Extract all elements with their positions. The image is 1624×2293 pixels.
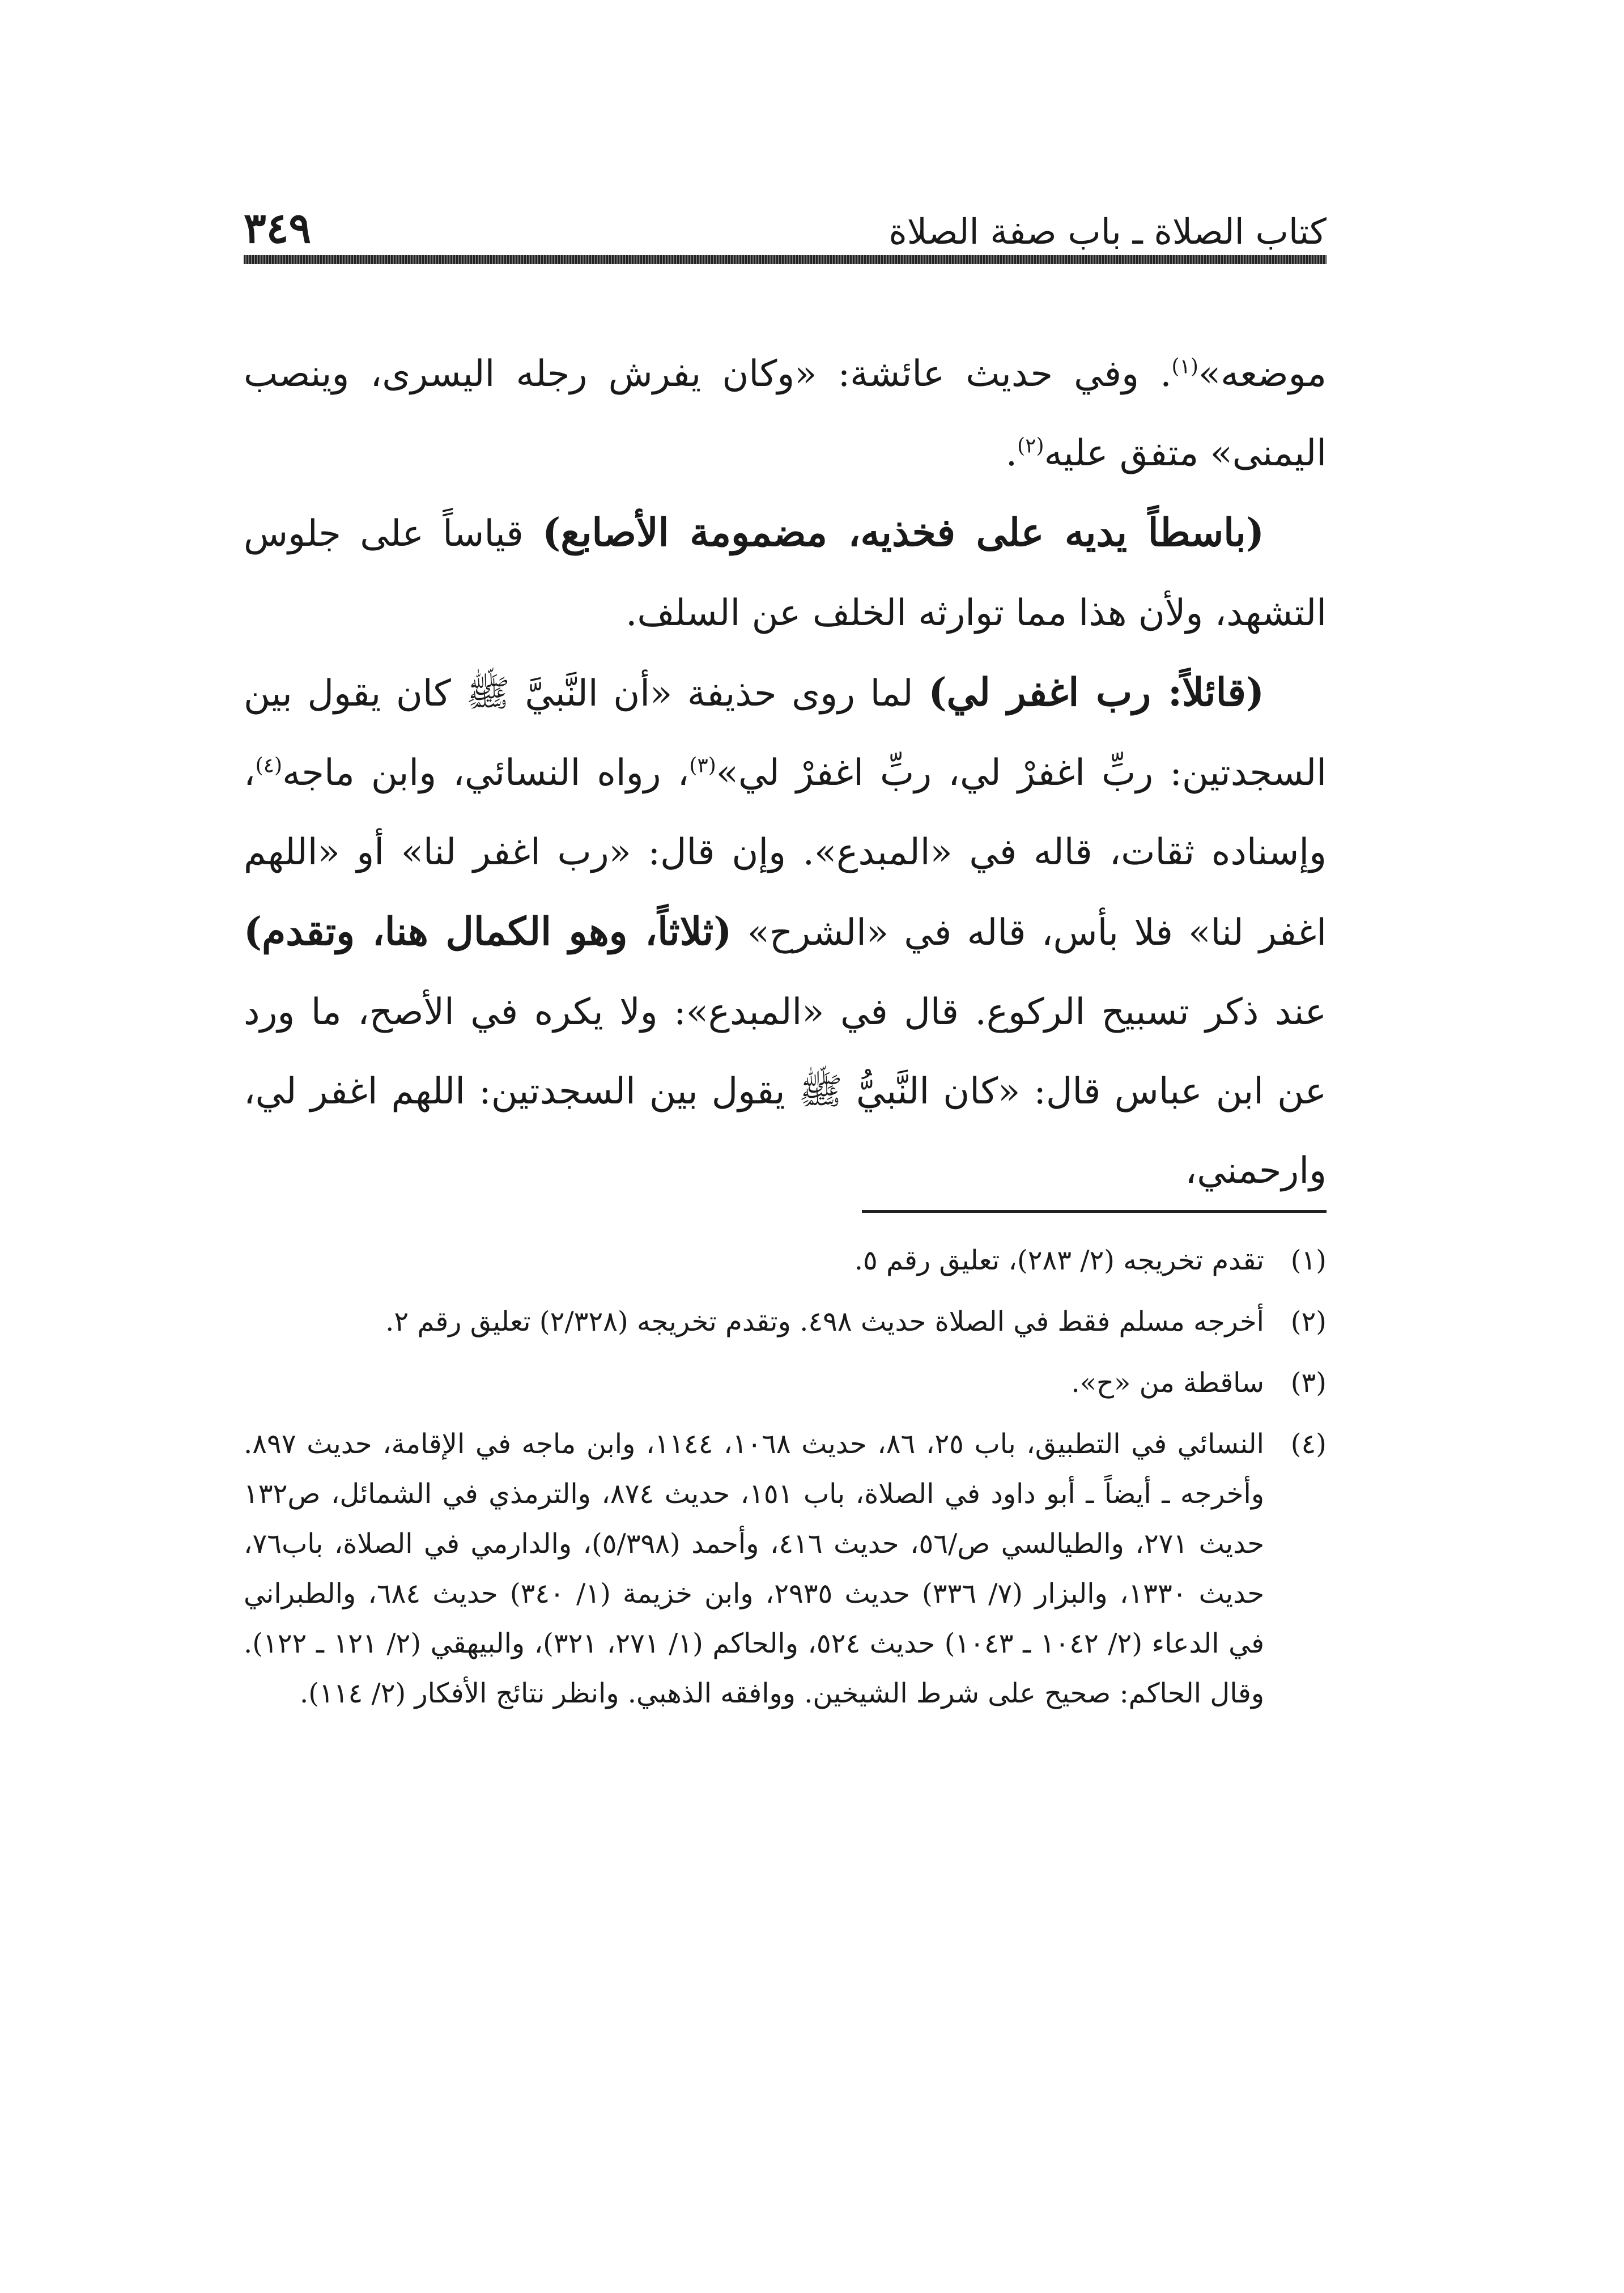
footnote-separator bbox=[862, 1210, 1327, 1213]
footnote-ref: (٤) bbox=[255, 754, 283, 778]
matn-bold: (قائلاً: رب اغفر لي) bbox=[928, 670, 1264, 715]
footnote-number: (٣) bbox=[1290, 1367, 1327, 1399]
footnote-number: (٢) bbox=[1290, 1306, 1327, 1337]
footnote-ref: (١) bbox=[1171, 355, 1198, 379]
footnote-text: النسائي في التطبيق، باب ٢٥، ٨٦، حديث ١٠٦٨، ١١٤٤، وابن ماجه في الإقامة، حديث ٨٩٧. وأخرجه ـ أيضاً ـ أبو داود في الصلاة، باب ١٥١، حديث ٨٧٤، والترمذي في الشمائل، ص١٣٢ حديث ٢٧١، والطيالسي ص/٥٦، حديث ٤١٦، وأحمد (٥/٣٩٨)، والدارمي في الصلاة، باب٧٦، حديث ١٣٣٠، والبزار (٧/ ٣٣٦) حديث ٢٩٣٥، وابن خزيمة (١/ ٣٤٠) حديث ٦٨٤، والطبراني في الدعاء (٢/ ١٠٤٢ ـ ١٠٤٣) حديث ٥٢٤، والحاكم (١/ ٢٧١، ٣٢١)، والبيهقي (٢/ ١٢١ ـ ١٢٢). وقال الحاكم: صحيح على شرط الشيخين. ووافقه الذهبي. وانظر نتائج الأفكار (٢/ ١١٤). bbox=[244, 1428, 1265, 1709]
main-text bbox=[244, 334, 1327, 1211]
text-run: . وفي حديث عائشة: «وكان يفرش رجله اليسرى، وينصب اليمنى» متفق عليه bbox=[244, 353, 1327, 474]
text-run: عند ذكر تسبيح الركوع. قال في «المبدع»: ولا يكره في الأصح، ما ورد عن ابن عباس قال: «كان النَّبيُّ ﷺ يقول بين السجدتين: اللهم اغفر لي، وارحمني، bbox=[244, 991, 1327, 1192]
header-rule bbox=[244, 255, 1327, 264]
paragraph-2 bbox=[244, 493, 1327, 653]
text-run: . bbox=[1005, 432, 1018, 474]
footnote bbox=[244, 1297, 1327, 1347]
footnote-text: تقدم تخريجه (٢/ ٢٨٣)، تعليق رقم ٥. bbox=[854, 1245, 1264, 1276]
page-number: ٣٤٩ bbox=[244, 204, 312, 253]
text-run: ، وإسناده ثقات، قاله في «المبدع». وإن قال: «رب اغفر لنا» أو «اللهم اغفر لنا» فلا بأس، قاله في «الشرح» bbox=[244, 752, 1327, 954]
footnote bbox=[244, 1358, 1327, 1408]
footnote-ref: (٣) bbox=[689, 754, 716, 778]
paragraph-1 bbox=[244, 334, 1327, 493]
footnote bbox=[244, 1419, 1327, 1718]
paragraph-3 bbox=[244, 653, 1327, 1211]
text-run: موضعه» bbox=[1198, 353, 1327, 395]
matn-bold: (باسطاً يديه على فخذيه، مضمومة الأصابع) bbox=[542, 510, 1264, 555]
footnote-number: (٤) bbox=[1290, 1428, 1327, 1460]
footnote-text: ساقطة من «ح». bbox=[1071, 1367, 1264, 1399]
text-run: قياساً على جلوس التشهد، ولأن هذا مما توارثه الخلف عن السلف. bbox=[244, 513, 1327, 634]
matn-bold: (ثلاثاً، وهو الكمال هنا، وتقدم) bbox=[244, 909, 732, 954]
header-title: كتاب الصلاة ـ باب صفة الصلاة bbox=[888, 211, 1327, 252]
footnote-text: أخرجه مسلم فقط في الصلاة حديث ٤٩٨. وتقدم تخريجه (٢/٣٢٨) تعليق رقم ٢. bbox=[385, 1306, 1264, 1337]
footnotes bbox=[244, 1235, 1327, 1730]
text-run: لما روى حذيفة «أن النَّبيَّ ﷺ كان يقول بين السجدتين: ربِّ اغفرْ لي، ربِّ اغفرْ لي» bbox=[244, 673, 1327, 794]
footnote-ref: (٢) bbox=[1017, 434, 1044, 458]
text-run: ، رواه النسائي، وابن ماجه bbox=[282, 752, 690, 794]
running-header bbox=[244, 198, 1327, 253]
footnote bbox=[244, 1235, 1327, 1285]
footnote-number: (١) bbox=[1290, 1245, 1327, 1276]
